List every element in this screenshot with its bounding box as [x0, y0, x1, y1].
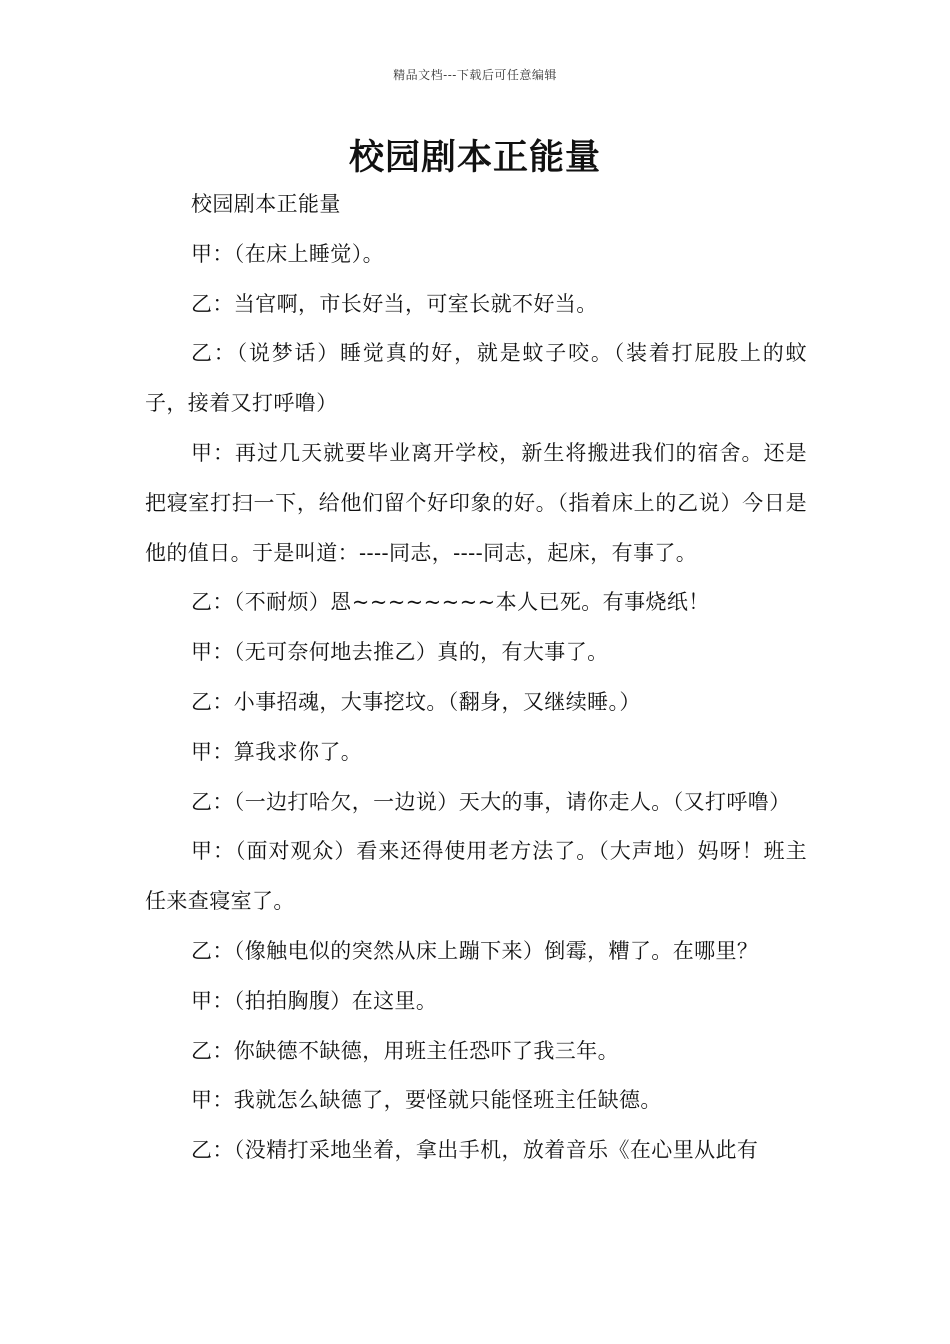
- document-body: [145, 180, 807, 1176]
- paragraph: 甲：（拍拍胸腹）在这里。: [191, 988, 438, 1013]
- paragraph: 乙：（一边打哈欠，一边说）天大的事，请你走人。（又打呼噜）: [191, 789, 791, 814]
- paragraph: 乙：（说梦话）睡觉真的好，就是蚊子咬。（装着打屁股上的蚊子，接着又打呼噜）: [145, 341, 807, 416]
- paragraph: 甲：算我求你了。: [191, 739, 363, 764]
- paragraph: 甲：我就怎么缺德了，要怪就只能怪班主任缺德。: [191, 1088, 662, 1113]
- header-note: 精品文档---下载后可任意编辑: [393, 68, 557, 82]
- paragraph: 乙：你缺德不缺德，用班主任恐吓了我三年。: [191, 1038, 619, 1063]
- paragraph: 校园剧本正能量: [191, 192, 341, 216]
- paragraph: 乙：（像触电似的突然从床上蹦下来）倒霉，糟了。在哪里？: [191, 938, 759, 963]
- paragraph: 乙：（没精打采地坐着，拿出手机，放着音乐《在心里从此有: [191, 1138, 759, 1163]
- paragraph: 乙：（不耐烦）恩~~~~~~~~本人已死。有事烧纸！: [191, 590, 710, 615]
- document-title: 校园剧本正能量: [348, 138, 601, 178]
- paragraph: 甲：（在床上睡觉）。: [191, 241, 384, 266]
- paragraph: 甲：（面对观众）看来还得使用老方法了。（大声地）妈呀！班主任来查寝室了。: [145, 839, 807, 914]
- paragraph: 甲：再过几天就要毕业离开学校，新生将搬进我们的宿舍。还是把寝室打扫一下，给他们留个好印象的好。（指着床上的乙说）今日是他的值日。于是叫道：----同志，----同志，起床，有事了。: [145, 440, 807, 565]
- paragraph: 甲：（无可奈何地去推乙）真的，有大事了。: [191, 640, 609, 665]
- paragraph: 乙：小事招魂，大事挖坟。（翻身，又继续睡。）: [191, 689, 641, 714]
- paragraph: 乙：当官啊，市长好当，可室长就不好当。: [191, 291, 598, 316]
